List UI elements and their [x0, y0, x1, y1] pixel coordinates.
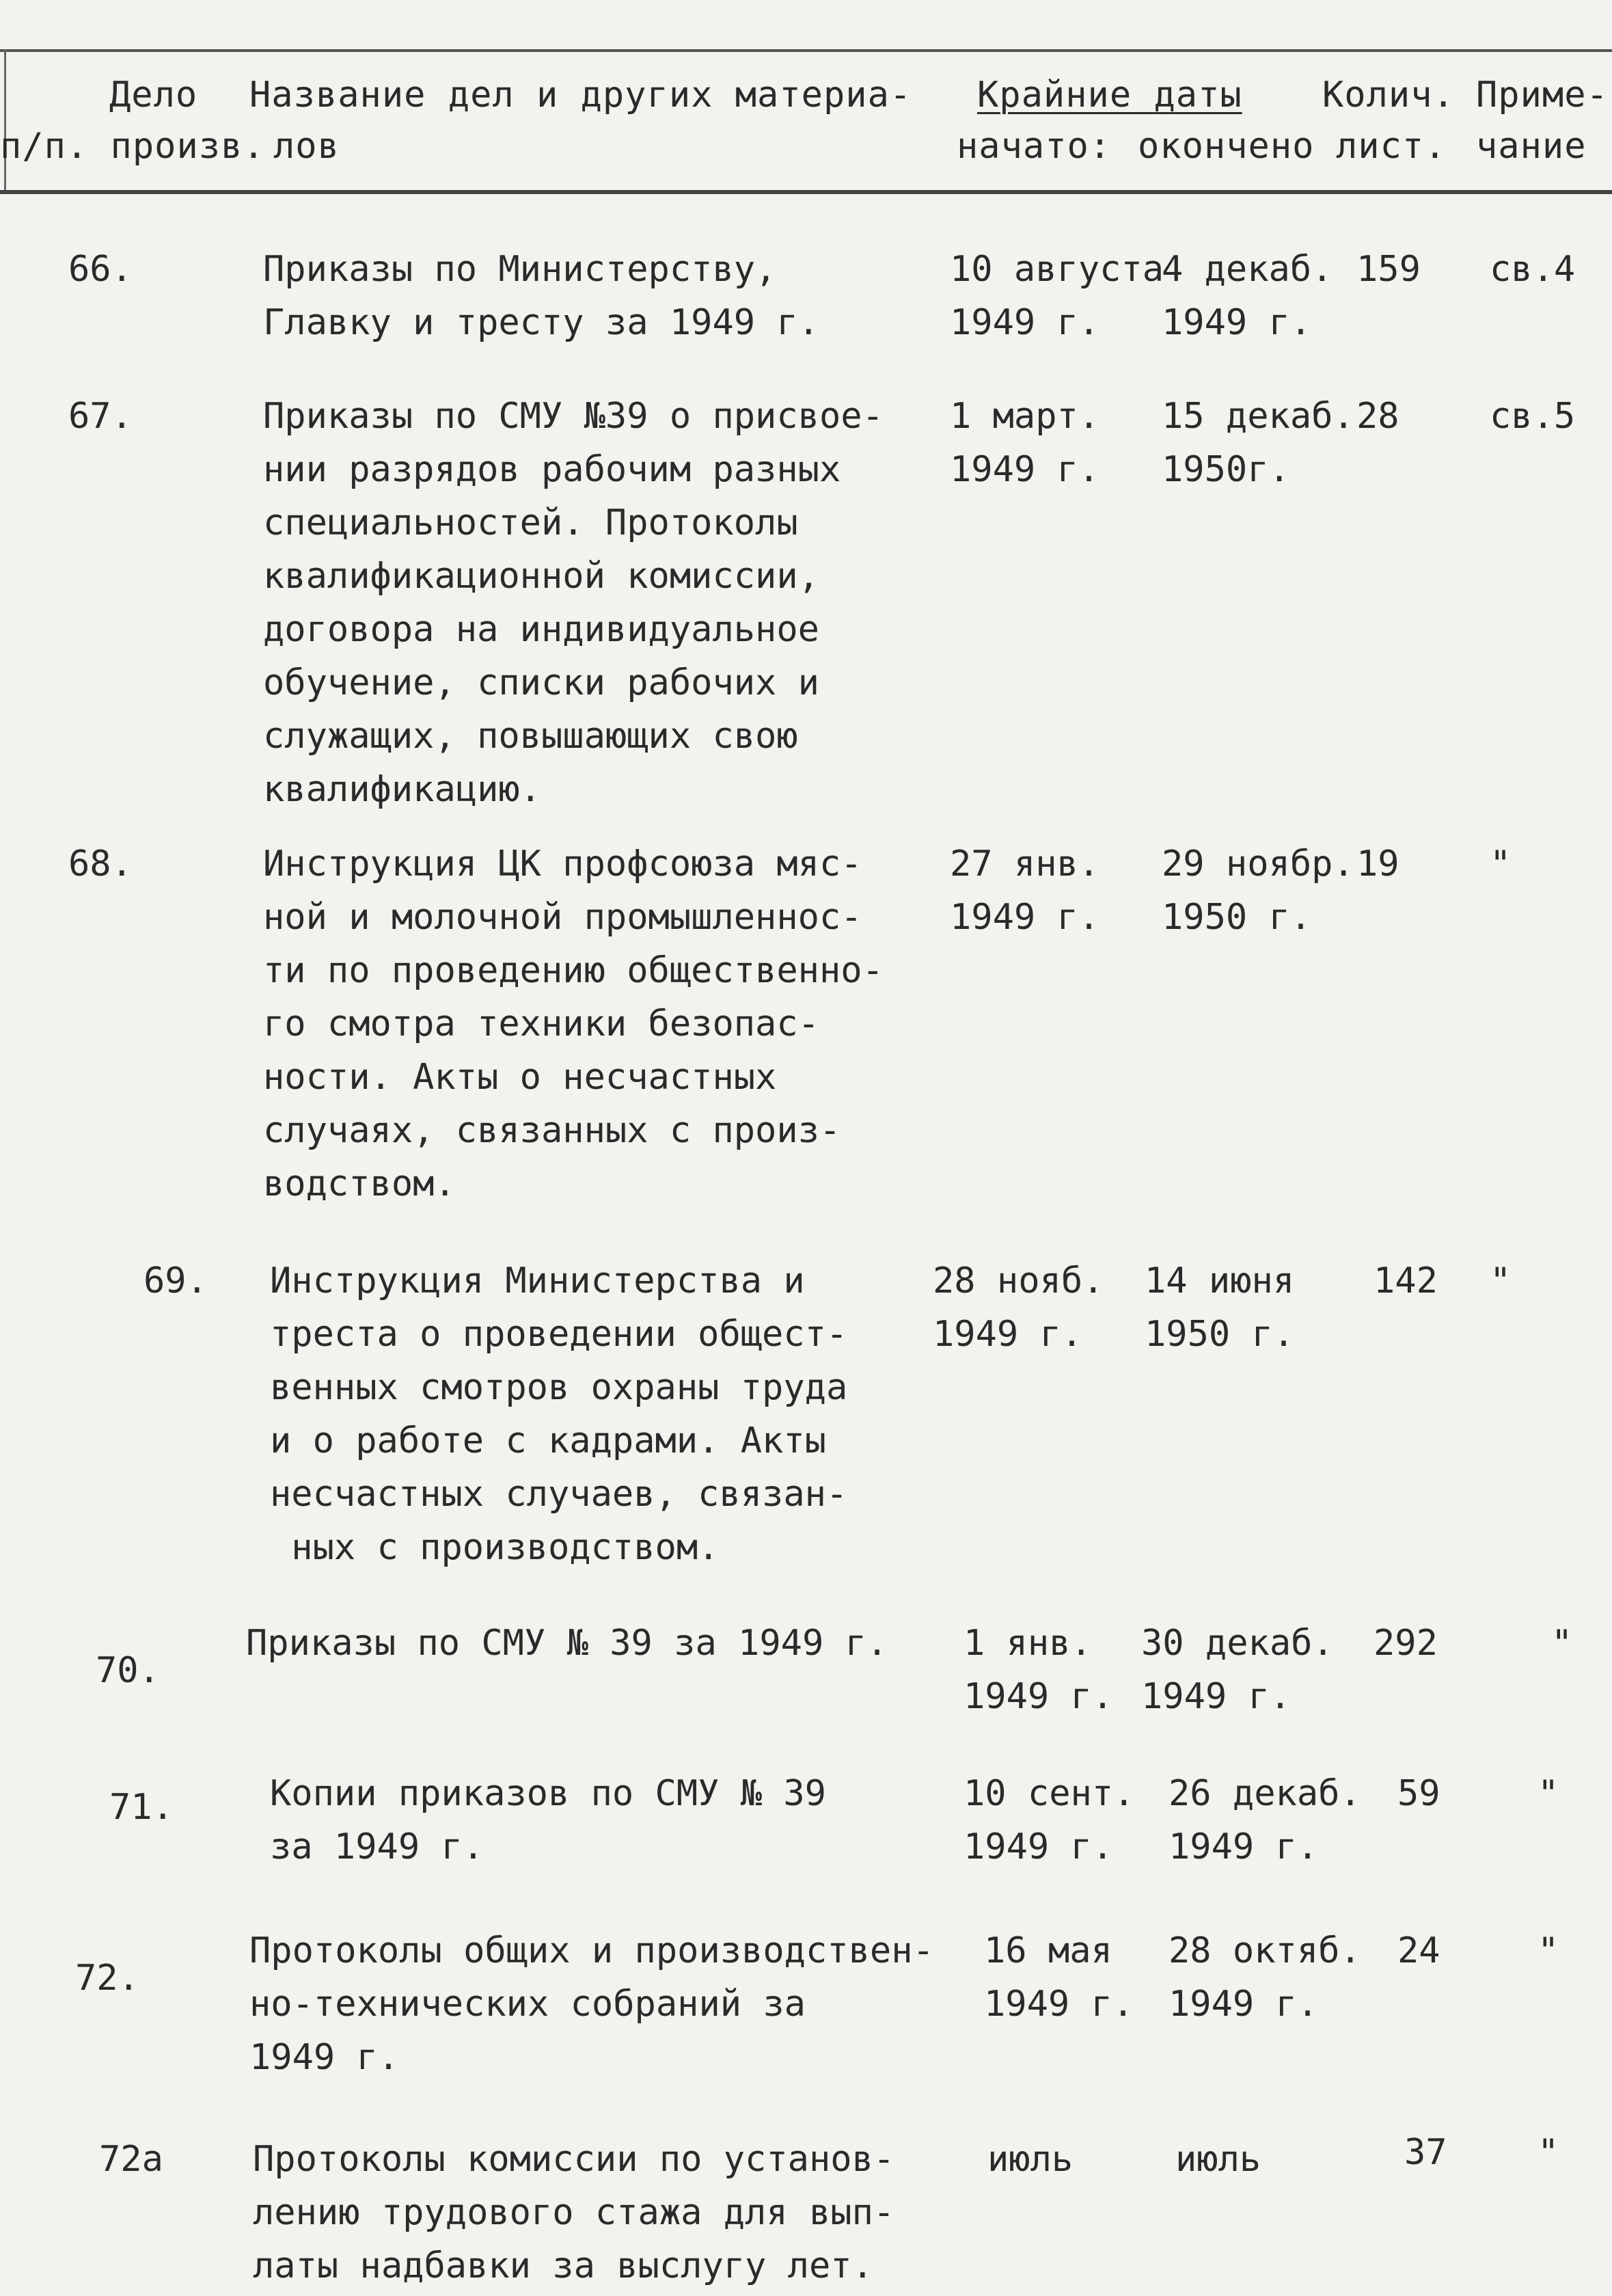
date-end: 15 декаб. 1950г. [1162, 396, 1354, 490]
note: " [1551, 1623, 1573, 1664]
date-end: июль [1175, 2139, 1261, 2180]
case-title: Приказы по СМУ № 39 за 1949 г. [246, 1623, 888, 1664]
date-end: 30 декаб. 1949 г. [1141, 1623, 1334, 1717]
date-start: 10 сент. 1949 г. [964, 1773, 1135, 1867]
note: св.5 [1490, 396, 1576, 437]
header-count-bottom: лист. [1336, 126, 1447, 167]
header-dates-end: окончено [1138, 126, 1315, 167]
case-number: 66. [68, 249, 133, 290]
date-start: июль [987, 2139, 1074, 2180]
sheet-count: 28 [1356, 396, 1399, 437]
note: " [1538, 1930, 1559, 1971]
header-case-bottom: п/п. произв. [0, 126, 265, 167]
note: " [1538, 1773, 1559, 1814]
case-number: 68. [68, 843, 133, 884]
case-title: Инструкция Министерства и треста о проведении общест- венных смотров охраны труда и о работе с кадрами. Акты несчастных случаев, связан- ных с производством. [270, 1260, 848, 1568]
date-end: 26 декаб. 1949 г. [1169, 1773, 1361, 1867]
case-number: 67. [68, 396, 133, 437]
date-start: 1 март. 1949 г. [950, 396, 1100, 490]
date-end: 28 октяб. 1949 г. [1169, 1930, 1361, 2025]
note: " [1538, 2132, 1559, 2173]
case-title: Протоколы общих и производствен- но-технических собраний за 1949 г. [249, 1930, 934, 2078]
header-dates-top: Крайние даты [977, 75, 1242, 116]
date-start: 28 нояб. 1949 г. [933, 1260, 1104, 1355]
case-number: 70. [96, 1650, 160, 1691]
sheet-count: 24 [1397, 1930, 1440, 1971]
case-number: 71. [109, 1787, 174, 1828]
case-title: Протоколы комиссии по установ- лению трудового стажа для вып- латы надбавки за выслугу лет. [253, 2139, 895, 2286]
case-title: Приказы по Министерству, Главку и тресту за 1949 г. [263, 249, 819, 343]
sheet-count: 292 [1374, 1623, 1438, 1664]
note: " [1490, 1260, 1512, 1301]
case-title: Инструкция ЦК профсоюза мяс- ной и молочной промышленнос- ти по проведению общественно- го смотра техники безопас- ности. Акты о несчастных случаях, связанных с произ- водством. [263, 843, 884, 1204]
sheet-count: 142 [1374, 1260, 1438, 1301]
header-rule [0, 190, 1612, 194]
sheet-count: 159 [1356, 249, 1421, 290]
sheet-count: 59 [1397, 1773, 1440, 1814]
top-rule [0, 49, 1612, 52]
sheet-count: 19 [1356, 843, 1399, 884]
header-title-bottom: лов [273, 126, 340, 167]
date-end: 14 июня 1950 г. [1145, 1260, 1295, 1355]
header-title-top: Название дел и других материа- [249, 75, 912, 116]
header-note-bottom: чание [1476, 126, 1587, 167]
header-count-top: Колич. [1322, 75, 1455, 116]
header-case-top: Дело [109, 75, 198, 116]
sheet-count: 37 [1404, 2132, 1447, 2173]
date-end: 29 ноябр. 1950 г. [1162, 843, 1354, 938]
header-dates-start: начато: [957, 126, 1112, 167]
header-note-top: Приме- [1476, 75, 1609, 116]
note: св.4 [1490, 249, 1576, 290]
case-number: 72. [75, 1958, 139, 1999]
case-title: Копии приказов по СМУ № 39 за 1949 г. [270, 1773, 826, 1867]
date-start: 1 янв. 1949 г. [964, 1623, 1114, 1717]
date-end: 4 декаб. 1949 г. [1162, 249, 1333, 343]
case-title: Приказы по СМУ №39 о присвое- нии разрядов рабочим разных специальностей. Протоколы квалификационной комиссии, договора на индивидуальное обучение, списки рабочих и служащих, повышающих свою квалификацию. [263, 396, 884, 810]
date-start: 27 янв. 1949 г. [950, 843, 1100, 938]
case-number: 69. [144, 1260, 208, 1301]
case-number: 72а [99, 2139, 163, 2180]
date-start: 10 августа 1949 г. [950, 249, 1164, 343]
date-start: 16 мая 1949 г. [984, 1930, 1134, 2025]
note: " [1490, 843, 1512, 884]
